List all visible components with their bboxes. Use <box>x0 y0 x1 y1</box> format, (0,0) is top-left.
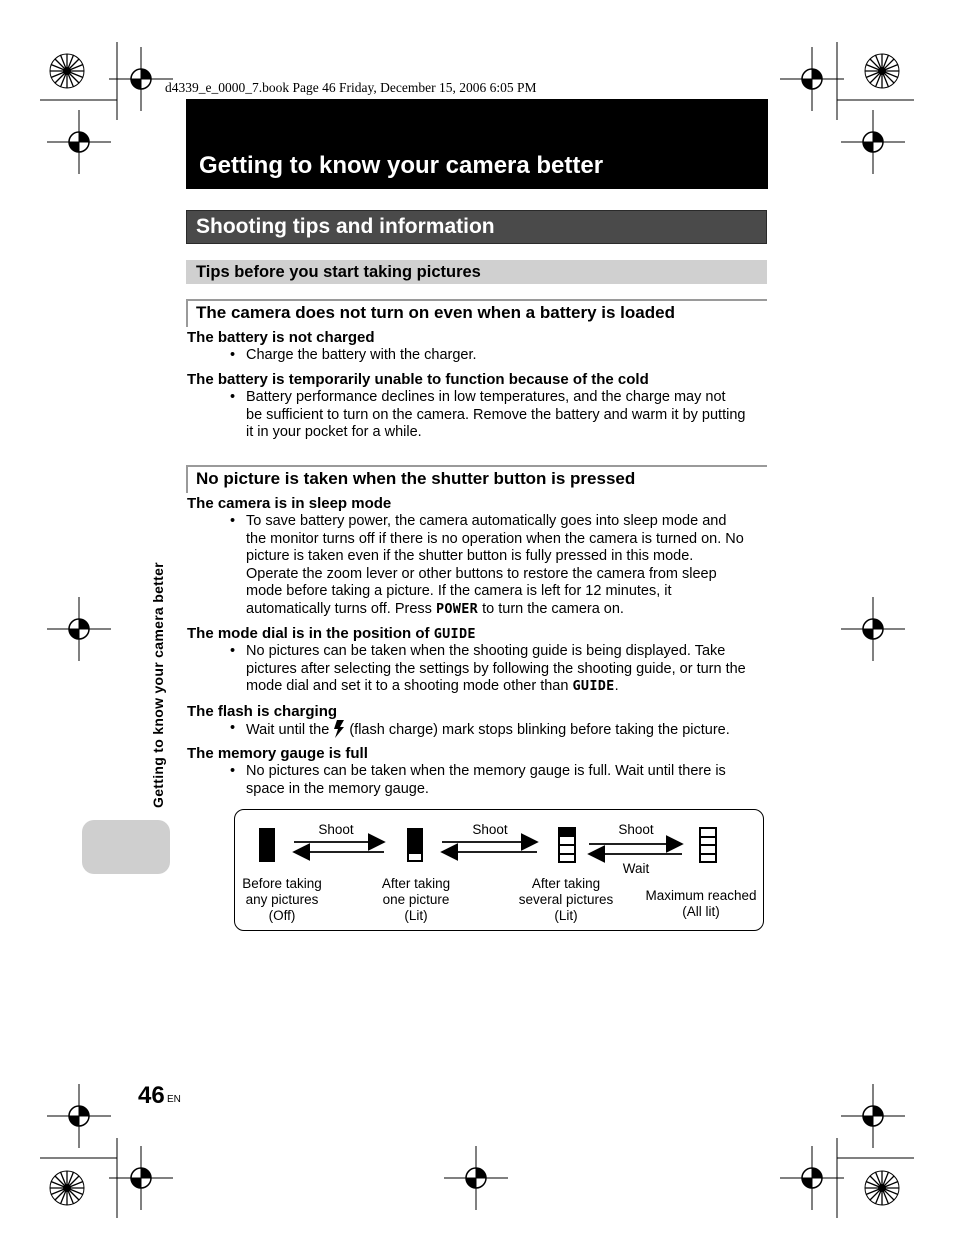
cause-heading: The battery is temporarily unable to function because of the cold <box>187 371 649 388</box>
bullet-item <box>230 389 770 442</box>
guide-mode-icon: GUIDE <box>572 678 615 695</box>
gauge-state-line: one picture <box>382 892 450 907</box>
topic-heading <box>186 299 767 327</box>
bullet-dot: • <box>230 763 236 779</box>
bullet-item <box>230 763 770 798</box>
section-header <box>186 210 767 244</box>
bullet-text <box>246 763 770 798</box>
subsection-header <box>186 260 767 284</box>
gauge-state-line: (Lit) <box>554 908 578 923</box>
arrow-label-shoot: Shoot <box>472 822 508 837</box>
gauge-state-line: After taking <box>381 876 451 891</box>
gauge-state-line: (All lit) <box>682 904 720 919</box>
gauge-state-label <box>506 876 626 924</box>
page-language: EN <box>167 1094 181 1105</box>
bullet-line: space in the memory gauge. <box>246 780 429 797</box>
bullet-line: Battery performance declines in low temperatures, and the charge may not <box>246 389 726 405</box>
bullet-line: it in your pocket for a while. <box>246 424 422 441</box>
cause-heading: The camera is in sleep mode <box>187 495 392 512</box>
gauge-state-line: After taking <box>531 876 601 891</box>
print-info: d4339_e_0000_7.book Page 46 Friday, December 15, 2006 6:05 PM <box>165 80 537 95</box>
gauge-off-icon <box>259 828 275 862</box>
bullet-text <box>246 513 770 619</box>
topic-title: No picture is taken when the shutter button is pressed <box>196 469 636 488</box>
chapter-tab <box>82 820 170 874</box>
bullet-text <box>246 720 770 740</box>
cause-heading-text: The mode dial is in the position of <box>187 625 430 642</box>
bullet-line: picture is taken even if the shutter button is fully pressed in this mode. <box>246 548 694 565</box>
arrow-label-shoot: Shoot <box>618 822 654 837</box>
gauge-state-line: (Off) <box>268 908 296 923</box>
bullet-line: the monitor turns off if there is no operation when the camera is turned on. No <box>246 530 744 547</box>
bullet-item <box>230 347 770 365</box>
bullet-dot: • <box>230 513 236 529</box>
bullet-dot: • <box>230 347 236 363</box>
subsection-title: Tips before you start taking pictures <box>196 263 481 281</box>
bullet-item <box>230 643 770 696</box>
page-number: 46 <box>138 1082 165 1109</box>
bullet-line-end: (flash charge) mark stops blinking before taking the picture. <box>349 722 730 738</box>
section-title: Shooting tips and information <box>196 215 495 238</box>
gauge-several-pictures-icon <box>559 828 575 862</box>
bullet-text <box>246 389 770 442</box>
bullet-line: Operate the zoom lever or other buttons to restore the camera from sleep <box>246 565 717 582</box>
bullet-line-start: automatically turns off. Press <box>246 600 432 617</box>
gauge-state-line: (Lit) <box>404 908 428 923</box>
bullet-line-end: to turn the camera on. <box>482 600 624 617</box>
gauge-state-label <box>362 876 470 924</box>
bullet-line: To save battery power, the camera automatically goes into sleep mode and <box>246 513 727 529</box>
gauge-state-label <box>638 888 764 920</box>
gauge-state-line: Before taking <box>242 876 322 891</box>
bullet-line: No pictures can be taken when the memory gauge is full. Wait until there is <box>246 763 726 779</box>
bullet-line-start: Wait until the <box>246 722 330 738</box>
gauge-one-picture-icon <box>407 828 423 862</box>
bullet-line: pictures after selecting the settings by following the shooting guide, or turn the <box>246 660 746 677</box>
bullet-item <box>230 513 770 619</box>
guide-mode-icon: GUIDE <box>433 626 476 642</box>
arrow-label-shoot: Shoot <box>318 822 354 837</box>
topic-heading <box>186 465 767 493</box>
power-button-label: POWER <box>435 600 479 617</box>
gauge-state-label <box>228 876 336 924</box>
cause-heading <box>187 625 476 642</box>
cause-heading: The flash is charging <box>187 703 338 720</box>
bullet-text <box>246 643 770 696</box>
bullet-line: mode before taking a picture. If the camera is left for 12 minutes, it <box>246 583 672 600</box>
bullet-line: No pictures can be taken when the shooting guide is being displayed. Take <box>246 643 726 659</box>
side-chapter-label: Getting to know your camera better <box>150 562 166 808</box>
gauge-maximum-icon <box>700 828 716 862</box>
chapter-header <box>186 99 768 189</box>
bullet-line-start: mode dial and set it to a shooting mode other than <box>246 678 569 695</box>
bullet-dot: • <box>230 389 236 405</box>
cause-heading: The memory gauge is full <box>187 745 368 762</box>
bullet-line <box>246 678 770 696</box>
flash-charge-icon <box>333 720 345 738</box>
bullet-line <box>246 601 770 619</box>
bullet-period: . <box>614 678 619 695</box>
bullet-line: be sufficient to turn on the camera. Remove the battery and warm it by putting <box>246 406 746 423</box>
gauge-state-line: any pictures <box>245 892 319 907</box>
cause-heading: The battery is not charged <box>187 329 375 346</box>
chapter-title: Getting to know your camera better <box>199 152 604 179</box>
bullet-text: Charge the battery with the charger. <box>246 347 477 363</box>
topic-title: The camera does not turn on even when a battery is loaded <box>196 303 675 322</box>
bullet-item <box>230 720 770 740</box>
bullet-dot: • <box>230 720 236 736</box>
gauge-state-line: several pictures <box>518 892 614 907</box>
bullet-dot: • <box>230 643 236 659</box>
arrow-label-wait: Wait <box>622 861 650 876</box>
gauge-state-line: Maximum reached <box>645 888 757 903</box>
